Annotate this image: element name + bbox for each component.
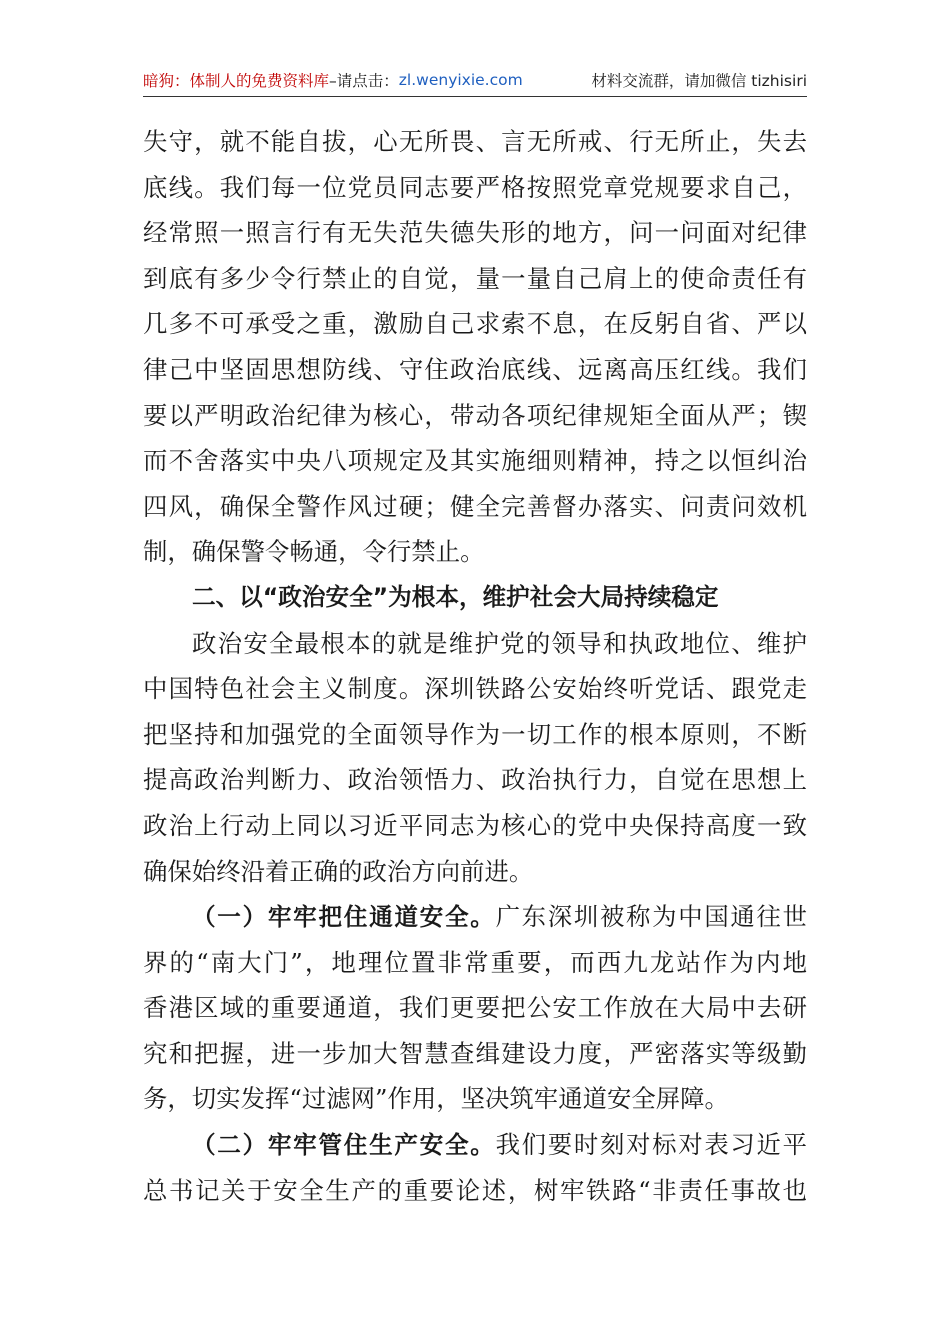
document-body (143, 119, 807, 1213)
text-line: 失守，就不能自拔，心无所畏、言无所戒、行无所止，失去 (143, 127, 807, 156)
text-line: 提高政治判断力、政治领悟力、政治执行力，自觉在思想上 (143, 765, 807, 795)
sub2-first-line (143, 1122, 807, 1168)
paragraph-political-security (143, 621, 807, 895)
text-line: 确保始终沿着正确的政治方向前进。 (143, 856, 534, 886)
header-click-prompt: –请点击： (329, 72, 399, 90)
text-line: 香港区域的重要通道，我们更要把公安工作放在大局中去研 (143, 993, 807, 1023)
header-divider (143, 96, 807, 97)
header-url-link[interactable]: zl.wenyixie.com (398, 71, 523, 89)
sub2-title: （二）牢牢管住生产安全。 (192, 1131, 496, 1160)
sub1-title: （一）牢牢把住通道安全。 (192, 903, 496, 932)
header-site-name: 暗狗：体制人的免费资料库 (143, 72, 330, 90)
section-heading-political-security: 二、以“政治安全”为根本，维护社会大局持续稳定 (192, 582, 719, 611)
text-line: 四风，确保全警作风过硬；健全完善督办落实、问责问效机 (143, 491, 807, 521)
text-line: 政治安全最根本的就是维护党的领导和执政地位、维护 (192, 628, 807, 658)
sub2-first-rest: 我们要时刻对标对表习近平 (495, 1130, 807, 1160)
text-line: 总书记关于安全生产的重要论述，树牢铁路“非责任事故也 (143, 1175, 807, 1205)
text-line: 底线。我们每一位党员同志要严格按照党章党规要求自己， (143, 172, 807, 202)
text-line: 中国特色社会主义制度。深圳铁路公安始终听党话、跟党走 (143, 674, 807, 704)
text-line: 到底有多少令行禁止的自觉，量一量自己肩上的使命责任有 (143, 263, 807, 293)
page-header (143, 66, 807, 94)
paragraph-production-security (143, 1168, 807, 1214)
paragraph-discipline (143, 119, 807, 575)
paragraph-channel-security (143, 940, 807, 1122)
text-line: 究和把握，进一步加大智慧查缉建设力度，严密落实等级勤 (143, 1038, 807, 1068)
text-line: 政治上行动上同以习近平同志为核心的党中央保持高度一致 (143, 810, 807, 840)
text-line: 界的“南大门”，地理位置非常重要，而西九龙站作为内地 (143, 947, 807, 977)
sub1-first-line (143, 894, 807, 940)
text-line: 律己中坚固思想防线、守住政治底线、远离高压红线。我们 (143, 354, 807, 384)
text-line: 而不舍落实中央八项规定及其实施细则精神，持之以恒纠治 (143, 446, 807, 476)
header-wechat-note: 材料交流群，请加微信 tizhisiri (591, 72, 807, 90)
text-line: 制，确保警令畅通，令行禁止。 (143, 537, 485, 567)
text-line: 务，切实发挥“过滤网”作用，坚决筑牢通道安全屏障。 (143, 1084, 729, 1114)
text-line: 几多不可承受之重，激励自己求索不息，在反躬自省、严以 (143, 309, 807, 339)
text-line: 把坚持和加强党的全面领导作为一切工作的根本原则，不断 (143, 719, 807, 749)
text-line: 经常照一照言行有无失范失德失形的地方，问一问面对纪律 (143, 218, 807, 248)
sub1-first-rest: 广东深圳被称为中国通往世 (495, 902, 807, 932)
header-left-group (143, 69, 523, 91)
text-line: 要以严明政治纪律为核心，带动各项纪律规矩全面从严；锲 (143, 400, 807, 430)
